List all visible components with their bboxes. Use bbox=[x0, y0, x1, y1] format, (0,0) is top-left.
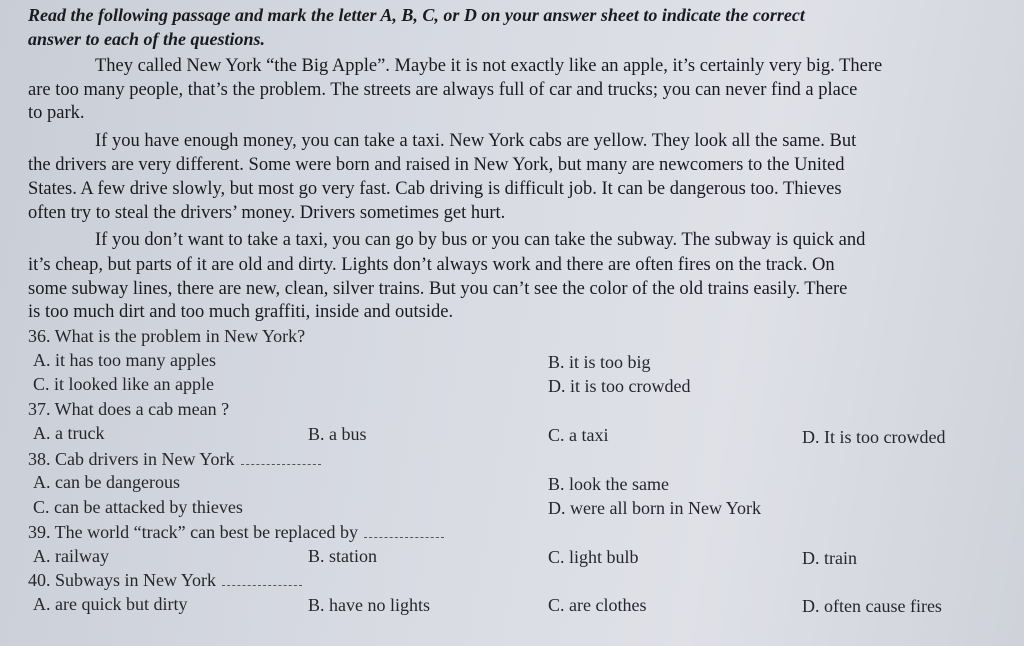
passage-p2-line-1: If you have enough money, you can take a taxi. New York cabs are yellow. They look all the same. But bbox=[95, 131, 857, 151]
passage-p3-line-2: it’s cheap, but parts of it are old and dirty. Lights don’t always work and there are often fires on the track. On bbox=[28, 255, 835, 275]
instruction-line-1: Read the following passage and mark the letter A, B, C, or D on your answer sheet to indicate the correct bbox=[28, 5, 805, 25]
question-36-option-a[interactable]: A. it has too many apples bbox=[33, 350, 216, 370]
question-39-option-a[interactable]: A. railway bbox=[33, 546, 109, 566]
passage-p3-line-1: If you don’t want to take a taxi, you can go by bus or you can take the subway. The subway is quick and bbox=[95, 230, 866, 250]
question-39-blank bbox=[364, 537, 444, 538]
passage-p1-line-2: are too many people, that’s the problem. The streets are always full of car and trucks; you can never find a place bbox=[28, 80, 858, 100]
passage-p3-line-3: some subway lines, there are new, clean, silver trains. But you can’t see the color of the old trains easily. There bbox=[28, 279, 848, 299]
question-38-option-b[interactable]: B. look the same bbox=[548, 474, 669, 494]
question-38-stem bbox=[28, 448, 321, 471]
question-40-option-a[interactable]: A. are quick but dirty bbox=[33, 594, 188, 614]
passage-p1-line-1: They called New York “the Big Apple”. Maybe it is not exactly like an apple, it’s certainly very big. There bbox=[95, 56, 883, 76]
question-39-option-b[interactable]: B. station bbox=[308, 546, 378, 566]
question-40-stem-text: 40. Subways in New York bbox=[28, 570, 217, 590]
passage-p2-line-3: States. A few drive slowly, but most go very fast. Cab driving is difficult job. It can be dangerous too. Thieves bbox=[28, 179, 842, 199]
question-36-option-d[interactable]: D. it is too crowded bbox=[548, 376, 691, 396]
question-37-option-d[interactable]: D. It is too crowded bbox=[802, 427, 946, 447]
question-36-option-b[interactable]: B. it is too big bbox=[548, 352, 651, 372]
instruction-line-2: answer to each of the questions. bbox=[28, 29, 266, 49]
question-39-option-c[interactable]: C. light bulb bbox=[548, 547, 639, 567]
question-40-option-b[interactable]: B. have no lights bbox=[308, 595, 430, 615]
question-37-stem: 37. What does a cab mean ? bbox=[28, 399, 230, 419]
question-40-option-c[interactable]: C. are clothes bbox=[548, 595, 647, 615]
question-38-option-a[interactable]: A. can be dangerous bbox=[33, 472, 180, 492]
question-40-option-d[interactable]: D. often cause fires bbox=[802, 596, 942, 616]
question-37-option-a[interactable]: A. a truck bbox=[33, 423, 105, 443]
question-36-stem: 36. What is the problem in New York? bbox=[28, 326, 306, 346]
question-36-option-c[interactable]: C. it looked like an apple bbox=[33, 374, 214, 394]
question-38-blank bbox=[241, 464, 321, 465]
question-40-blank bbox=[222, 585, 302, 586]
question-37-option-b[interactable]: B. a bus bbox=[308, 424, 367, 444]
question-39-stem bbox=[28, 521, 444, 544]
question-38-option-d[interactable]: D. were all born in New York bbox=[548, 498, 761, 518]
question-38-stem-text: 38. Cab drivers in New York bbox=[28, 449, 235, 469]
question-40-stem bbox=[28, 569, 302, 592]
question-39-option-d[interactable]: D. train bbox=[802, 548, 857, 568]
passage-p2-line-4: often try to steal the drivers’ money. Drivers sometimes get hurt. bbox=[28, 203, 506, 223]
passage-p3-line-4: is too much dirt and too much graffiti, inside and outside. bbox=[28, 302, 454, 322]
question-39-stem-text: 39. The world “track” can best be replaced by bbox=[28, 522, 359, 542]
passage-p2-line-2: the drivers are very different. Some were born and raised in New York, but many are newcomers to the United bbox=[28, 155, 845, 175]
question-37-option-c[interactable]: C. a taxi bbox=[548, 425, 609, 445]
question-38-option-c[interactable]: C. can be attacked by thieves bbox=[33, 497, 243, 517]
passage-p1-line-3: to park. bbox=[28, 103, 85, 123]
